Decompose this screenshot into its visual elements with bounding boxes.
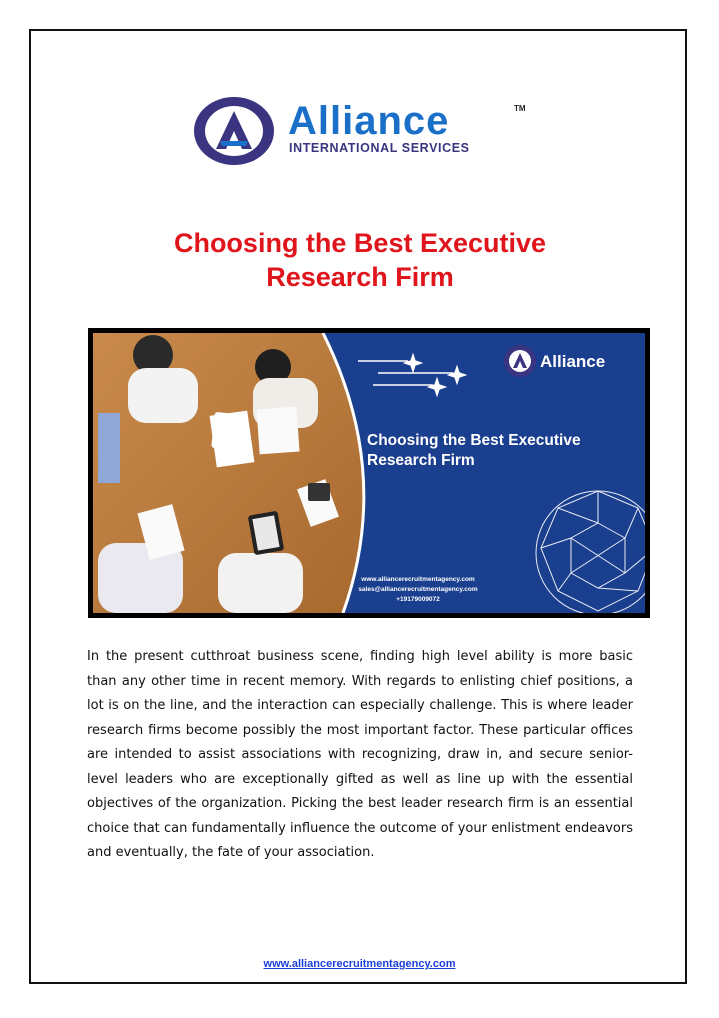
trademark-mark: TM [514,104,526,113]
title-line-2: Research Firm [266,262,454,292]
footer-website-link[interactable]: www.alliancerecruitmentagency.com [263,958,456,970]
hero-banner [88,328,650,618]
page-title [80,226,640,294]
banner-phone: +19179009072 [396,596,440,603]
banner-logo-text: Alliance [540,352,606,371]
title-line-1: Choosing the Best Executive [173,228,547,258]
banner-website: www.alliancerecruitmentagency.com [361,576,475,583]
company-logo [192,95,526,167]
banner-illustration [93,333,645,613]
alliance-emblem-icon [192,95,282,167]
banner-heading-line-2: Research Firm [367,452,475,469]
logo-subtitle: INTERNATIONAL SERVICES [289,141,470,155]
banner-email: sales@alliancerecruitmentagency.com [358,586,478,593]
intro-paragraph: In the present cutthroat business scene, finding high level ability is more basic than any other time in recent memory. With regards to enlisting chief positions, a lot is on the line, and the interaction can especially challenge. This is where leader research firms become possibly the most important factor. These particular offices are intended to assist associations with recognizing, draw in, and secure senior-level leaders who are exceptionally gifted as well as line up with the essential objectives of the organization. Picking the best leader research firm is an essential choice that can fundamentally influence the outcome of your enlistment endeavors and eventually, the fate of your association. [87,649,633,860]
banner-heading-line-1: Choosing the Best Executive [367,432,581,449]
logo-wordmark: Alliance [288,99,450,143]
